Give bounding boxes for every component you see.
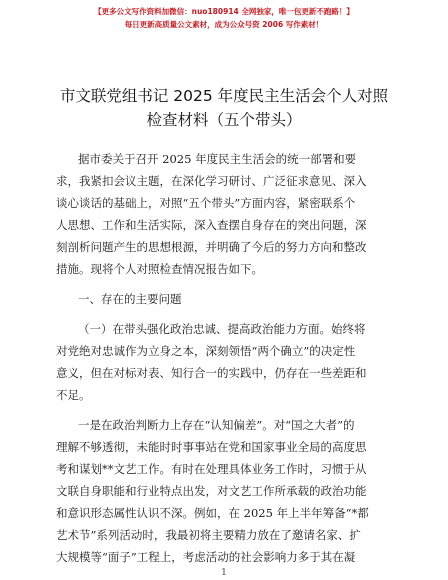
body-line: 考和谋划**文艺工作。有时在处理具体业务工作时，习惯于从 — [56, 462, 367, 476]
section-heading: 一、存在的主要问题 — [78, 292, 182, 306]
body-line: 一是在政治判断力上存在“认知偏差”。对“国之大者”的 — [78, 418, 355, 432]
body-line: 求，我紧扣会议主题，在深化学习研讨、广泛征求意见、深入 — [56, 174, 367, 188]
body-line: 大规模等“面子”工程上，考虑活动的社会影响力多于其在凝 — [56, 550, 356, 564]
body-line: 艺术节”系列活动时，我最初将主要精力放在了邀请名家、扩 — [56, 528, 361, 542]
body-line: 意义，但在对标对表、知行合一的实践中，仍存在一些差距和 — [56, 366, 367, 380]
body-line: 措施。现将个人对照检查情况报告如下。 — [56, 262, 263, 276]
body-line: 对党绝对忠诚作为立身之本，深刻领悟“两个确立”的决定性 — [56, 344, 356, 358]
body-line: （一）在带头强化政治忠诚、提高政治能力方面。始终将 — [78, 322, 366, 336]
body-line: 理解不够透彻，未能时时事事站在党和国家事业全局的高度思 — [56, 440, 367, 454]
body-line: 不足。 — [56, 388, 91, 402]
body-line: 和意识形态属性认识不深。例如，在 2025 年上半年筹备“*都 — [56, 506, 369, 520]
body-line: 刻剖析问题产生的思想根源，并明确了今后的努力方向和整改 — [56, 240, 367, 254]
body-line: 人思想、工作和生活实际，深入查摆自身存在的突出问题，深 — [56, 218, 367, 232]
document-title-line-1: 市文联党组书记 2025 年度民主生活会个人对照 — [59, 87, 389, 105]
promo-banner-line-1: 【更多公文写作资料加微信：nuo180914 全网独家，唯一包更新不跑路！】 — [94, 7, 354, 16]
page-number: 1 — [221, 568, 227, 578]
document-title-line-2: 检查材料（五个带头） — [146, 111, 302, 129]
body-line: 文联自身职能和行业特点出发，对文艺工作所承载的政治功能 — [56, 484, 367, 498]
body-line: 据市委关于召开 2025 年度民主生活会的统一部署和要 — [78, 152, 357, 166]
body-line: 谈心谈话的基础上，对照“五个带头”方面内容，紧密联系个 — [56, 196, 356, 210]
promo-banner-line-2: 每日更新高质量公文素材，成为公众号资 2006 写作素材！ — [124, 20, 324, 29]
